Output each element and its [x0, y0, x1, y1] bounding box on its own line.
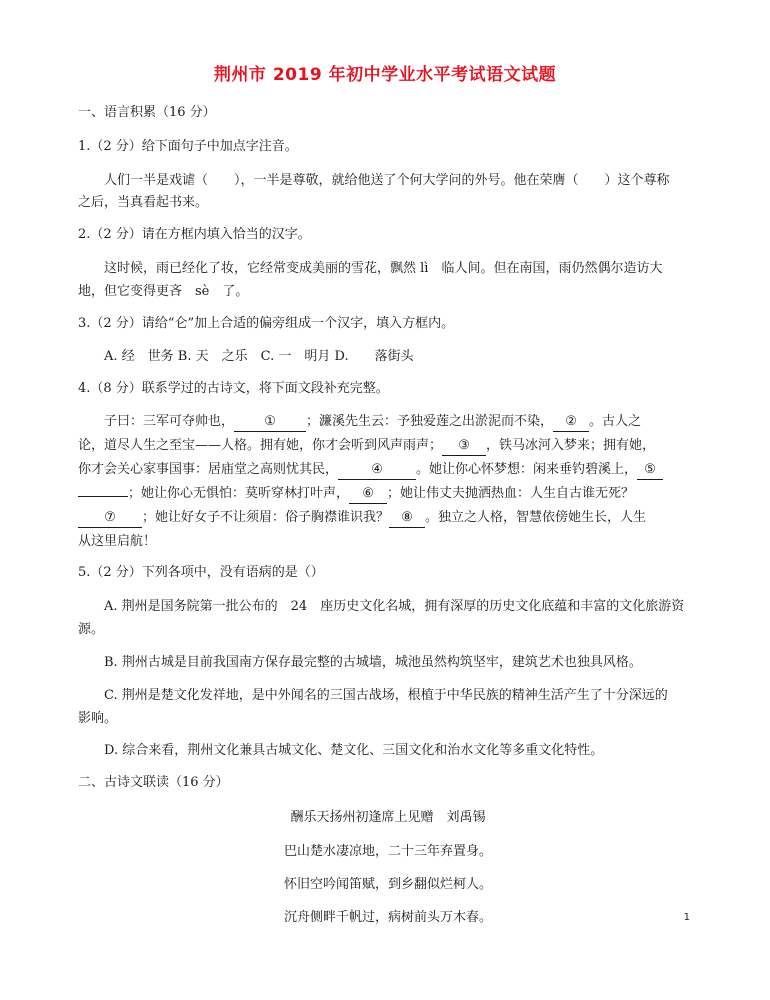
q4-text: 。古人之 — [589, 414, 642, 429]
q1-stem: 1.（2 分）给下面句子中加点字注音。 — [78, 139, 298, 154]
q2-stem: 2.（2 分）请在方框内填入恰当的汉字。 — [78, 227, 311, 242]
section1-heading: 一、语言积累（16 分） — [78, 105, 216, 120]
q4-blank-2[interactable]: ② — [553, 413, 589, 432]
q4-text: 论，道尽人生之至宝——人格。拥有她，你才会听到风声雨声； — [78, 438, 443, 453]
q4-blank-6[interactable]: ⑥ — [349, 485, 387, 504]
q1-line2: 之后，当真看起书来。 — [78, 195, 209, 210]
q4-blank-8[interactable]: ⑧ — [389, 509, 425, 528]
q1-line1: 人们一半是戏谑（ ），一半是尊敬，就给他送了个何大学问的外号。他在荣膺（ ）这个尊称 — [104, 173, 670, 188]
q5-option-a-cont: 源。 — [78, 622, 105, 637]
q5-option-b: B. 荆州古城是目前我国南方保存最完整的古城墙，城池虽然构筑坚牢，建筑艺术也独具风格。 — [104, 655, 642, 670]
q3-stem: 3.（2 分）请给“仑”加上合适的偏旁组成一个汉字，填入方框内。 — [78, 316, 455, 331]
q4-line4 — [78, 481, 698, 507]
page-number: 1 — [683, 912, 690, 923]
q2-line1: 这时候，雨已经化了妆，它经常变成美丽的雪花，飘然 lì 临人间。但在南国，雨仍然偶尔造访大 — [104, 261, 663, 276]
q4-line3 — [78, 457, 698, 483]
q5-stem: 5.（2 分）下列各项中，没有语病的是（） — [78, 565, 324, 580]
q5-option-c-cont: 影响。 — [78, 711, 118, 726]
q4-text: ；她让好女子不让须眉：俗子胸襟谁识我？ — [142, 510, 390, 525]
q4-stem: 4.（8 分）联系学过的古诗文，将下面文段补充完整。 — [78, 381, 389, 396]
q4-text: ；她让你心无惧怕：莫听穿林打叶声， — [128, 486, 350, 501]
poem-line-1: 巴山楚水凄凉地，二十三年弃置身。 — [283, 844, 492, 859]
q4-text: 子曰：三军可夺帅也， — [104, 414, 235, 429]
q5-option-a: A. 荆州是国务院第一批公布的 24 座历史文化名城，拥有深厚的历史文化底蕴和丰富的文化旅游资 — [104, 599, 685, 614]
q3-options: A. 经 世务 B. 天 之乐 C. 一 明月 D. 落街头 — [104, 349, 414, 364]
q4-line1 — [78, 409, 698, 435]
poem-title: 酬乐天扬州初逢席上见赠 刘禹锡 — [290, 810, 486, 825]
q4-line5 — [78, 505, 698, 531]
q4-text: ；濂溪先生云：予独爱莲之出淤泥而不染， — [306, 414, 554, 429]
q4-blank-7[interactable]: ⑦ — [78, 509, 142, 528]
q4-line2 — [78, 433, 698, 459]
q4-blank-1[interactable]: ① — [234, 413, 306, 432]
q4-blank-5-cont — [78, 496, 128, 497]
q4-line6: 从这里启航！ — [78, 534, 157, 549]
q4-blank-4[interactable]: ④ — [338, 461, 416, 480]
q2-line2: 地，但它变得更吝 sè 了。 — [78, 284, 249, 299]
q4-text: 你才会关心家事国事：居庙堂之高则忧其民， — [78, 462, 339, 477]
q4-blank-3[interactable]: ③ — [442, 437, 486, 456]
q4-text: 。独立之人格，智慧依傍她生长，人生 — [425, 510, 647, 525]
poem-line-3: 沉舟侧畔千帆过，病树前头万木春。 — [283, 910, 492, 925]
q4-text: ，铁马冰河入梦来；拥有她， — [486, 438, 656, 453]
poem-line-2: 怀旧空吟闻笛赋，到乡翻似烂柯人。 — [283, 877, 492, 892]
q4-text: ；她让伟丈夫抛洒热血：人生自古谁无死？ — [387, 486, 635, 501]
section2-heading: 二、古诗文联读（16 分） — [78, 775, 229, 790]
q5-option-d: D. 综合来看，荆州文化兼具古城文化、楚文化、三国文化和治水文化等多重文化特性。 — [104, 743, 604, 758]
q4-text: 。她让你心怀梦想：闲来垂钓碧溪上， — [416, 462, 638, 477]
q4-blank-5[interactable]: ⑤ — [637, 461, 663, 480]
q5-option-c: C. 荆州是楚文化发祥地，是中外闻名的三国古战场，根植于中华民族的精神生活产生了十分深远的 — [104, 688, 668, 703]
page-title: 荆州市 2019 年初中学业水平考试语文试题 — [213, 65, 557, 85]
